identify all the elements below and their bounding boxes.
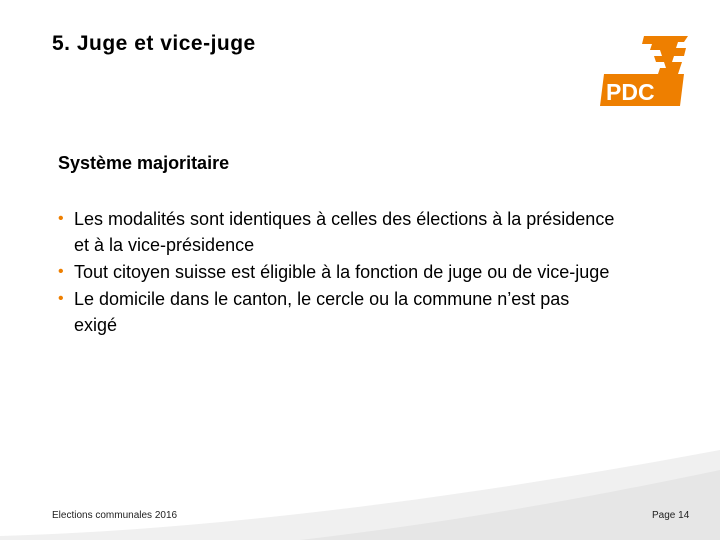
- bullet-list: [56, 206, 616, 339]
- bullet-item: [56, 259, 616, 285]
- bullet-dot-icon: •: [58, 290, 64, 307]
- logo-text: PDC: [606, 79, 655, 105]
- page-number: Page 14: [652, 510, 690, 521]
- bullet-item: [56, 286, 616, 338]
- footer-event-label: Elections communales 2016: [52, 510, 178, 521]
- bullet-text: Les modalités sont identiques à celles des élections à la présidence et à la vice-présidence: [74, 209, 615, 255]
- footer-swoosh: [0, 440, 720, 540]
- bullet-dot-icon: •: [58, 210, 64, 227]
- slide-title: 5. Juge et vice-juge: [52, 32, 256, 55]
- slide-subtitle: Système majoritaire: [58, 153, 230, 173]
- pdc-logo-icon: [598, 36, 688, 108]
- bullet-dot-icon: •: [58, 263, 64, 280]
- bullet-item: [56, 206, 616, 258]
- bullet-text: Le domicile dans le canton, le cercle ou la commune n’est pas exigé: [74, 289, 570, 335]
- bullet-text: Tout citoyen suisse est éligible à la fonction de juge ou de vice-juge: [74, 262, 610, 282]
